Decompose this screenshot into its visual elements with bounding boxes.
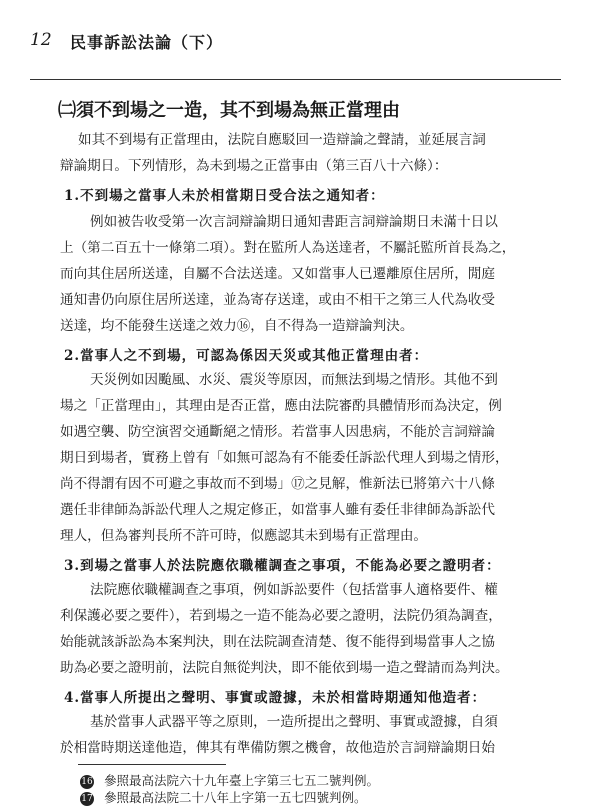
body-line: 期日到場者，實務上曾有「如無可認為有不能委任訴訟代理人到場之情形， — [60, 450, 509, 466]
item-heading: 2.當事人之不到場，可認為係因天災或其他正當理由者： — [64, 348, 429, 364]
body-line: 天災例如因颱風、水災、震災等原因，而無法到場之情形。其他不到 — [90, 372, 498, 388]
body-line: 上（第二百五十一條第二項）。對在監所人為送達者，不屬託監所首長為之， — [60, 240, 516, 256]
body-line: 尚不得謂有因不可避之事故而不到場」⑰之見解，惟新法已將第六十八條 — [60, 476, 495, 492]
page-header — [30, 26, 561, 56]
item-heading: 1.不到場之當事人未於相當期日受合法之通知者： — [64, 188, 385, 204]
footnote-marker: 16 — [81, 776, 93, 787]
intro-line: 辯論期日。下列情形，為未到場之正當事由（第三百八十六條）： — [60, 158, 448, 174]
body-line: 於相當時期送達他造，俾其有準備防禦之機會，故他造於言詞辯論期日始 — [60, 740, 495, 756]
body-line: 法院應依職權調查之事項，例如訴訟要件（包括當事人適格要件、權 — [90, 582, 498, 598]
intro-line: 如其不到場有正當理由，法院自應駁回一造辯論之聲請，並延展言詞 — [78, 132, 486, 148]
body-line: 送達，均不能發生送達之效力⑯，自不得為一造辯論判決。 — [60, 318, 414, 334]
body-line: 通知書仍向原住居所送達，並為寄存送達，或由不相干之第三人代為收受 — [60, 292, 495, 308]
footnote — [80, 788, 367, 806]
body-line: 理人，但為審判長所不許可時，似應認其未到場有正當理由。 — [60, 528, 428, 544]
body-line: 如遇空襲、防空演習交通斷絕之情形。若當事人因患病，不能於言詞辯論 — [60, 424, 495, 440]
body-line: 而向其住居所送達，自屬不合法送達。又如當事人已遷離原住居所，閒庭 — [60, 266, 495, 282]
body-line: 利保護必要之要件），若到場之一造不能為必要之證明，法院仍須為調查， — [60, 608, 502, 624]
body-line: 基於當事人武器平等之原則，一造所提出之聲明、事實或證據，自須 — [90, 714, 498, 730]
body-line: 助為必要之證明前，法院自無從判決，即不能依到場一造之聲請而為判決。 — [60, 660, 509, 676]
section-title: ㈡須不到場之一造，其不到場為無正當理由 — [58, 100, 400, 121]
book-title: 民事訴訟法論（下） — [70, 33, 224, 52]
footnote-text: 參照最高法院六十九年臺上字第三七五二號判例。 — [104, 773, 380, 788]
body-line: 場之「正當理由」，其理由是否正當，應由法院審酌具體情形而為決定，例 — [60, 398, 502, 414]
footnote-text: 參照最高法院二十八年上字第一五七四號判例。 — [104, 790, 367, 805]
footnote — [80, 771, 379, 789]
item-heading: 3.到場之當事人於法院應依職權調查之事項，不能為必要之證明者： — [64, 558, 501, 574]
item-heading: 4.當事人所提出之聲明、事實或證據，未於相當時期通知他造者： — [64, 690, 487, 706]
footnote-rule — [78, 764, 226, 765]
footnote-marker: 17 — [81, 793, 93, 804]
body-line: 選任非律師為訴訟代理人之規定修正，如當事人雖有委任非律師為訴訟代 — [60, 502, 495, 518]
page-number: 12 — [30, 30, 52, 50]
header-rule — [30, 79, 561, 80]
body-line: 始能就該訴訟為本案判決，則在法院調查清楚、復不能得到場當事人之協 — [60, 634, 495, 650]
body-line: 例如被告收受第一次言詞辯論期日通知書距言詞辯論期日未滿十日以 — [90, 214, 498, 230]
